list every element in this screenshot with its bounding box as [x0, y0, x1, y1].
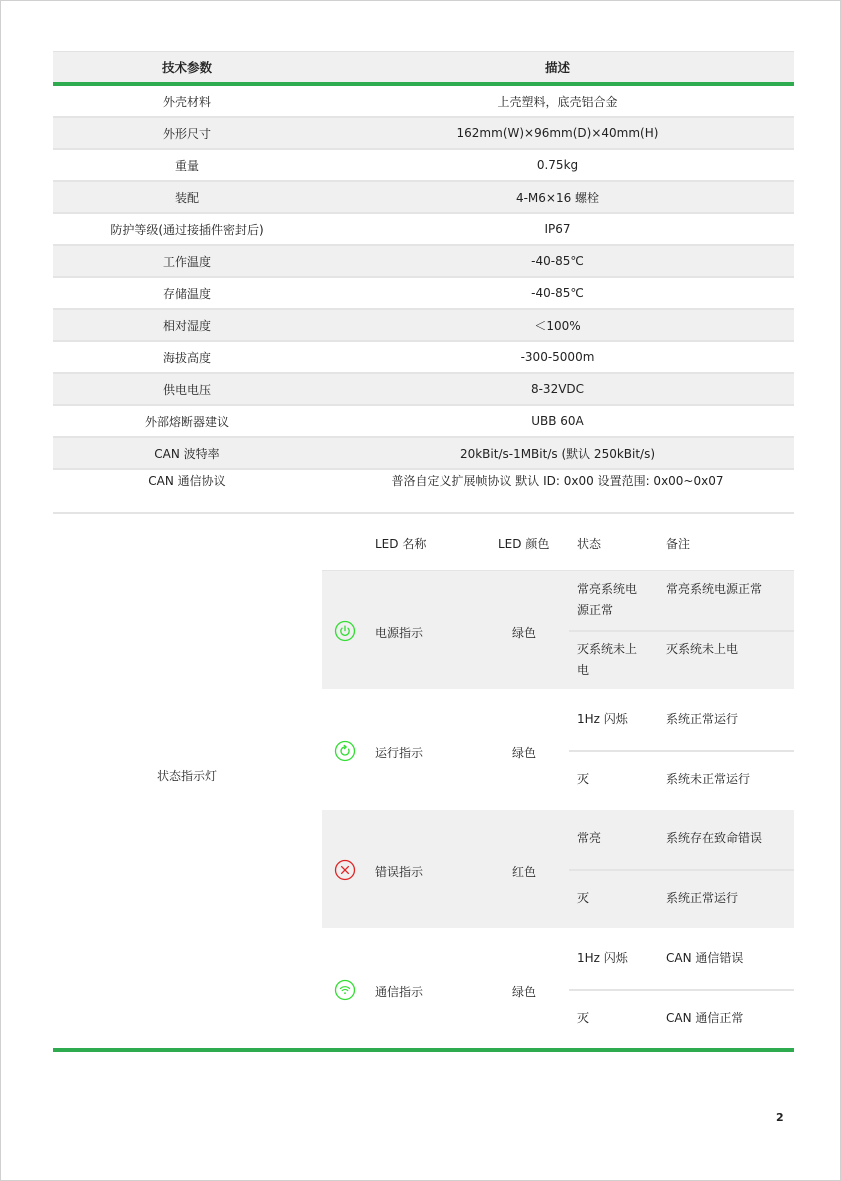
led-note: 系统存在致命错误: [666, 831, 763, 845]
spec-param: 海拔高度: [162, 350, 211, 365]
spec-row: [53, 182, 794, 214]
led-color: 绿色: [512, 746, 537, 760]
spec-param: 存储温度: [162, 286, 211, 301]
led-note: 灭系统未上电: [666, 642, 739, 656]
spec-desc: UBB 60A: [531, 414, 584, 428]
power-icon: [334, 620, 356, 642]
header-note: 备注: [666, 537, 691, 551]
led-state-row: [569, 870, 794, 929]
led-group: [322, 930, 794, 1048]
wifi-icon: [334, 979, 356, 1001]
header-state: 状态: [577, 537, 602, 551]
header-param: 技术参数: [161, 60, 212, 75]
spec-desc: 普洛自定义扩展帧协议 默认 ID: 0x00 设置范围: 0x00~0x07: [391, 474, 724, 488]
bottom-divider: [53, 1048, 794, 1052]
spec-param: 相对湿度: [162, 318, 211, 333]
spec-param: 外壳材料: [162, 94, 211, 109]
led-table-header: [322, 512, 794, 572]
spec-param: 工作温度: [162, 254, 211, 269]
spec-row: [53, 246, 794, 278]
spec-param: 外形尺寸: [162, 126, 211, 141]
spec-row: [53, 310, 794, 342]
led-state: 1Hz 闪烁: [577, 712, 628, 726]
spec-row: [53, 374, 794, 406]
spec-row: [53, 278, 794, 310]
spec-row: [53, 438, 794, 470]
led-state: 常亮系统电源正常: [577, 582, 638, 617]
led-state-row: [569, 930, 794, 991]
spec-row: [53, 406, 794, 438]
spec-row: [53, 342, 794, 374]
spec-param: 防护等级(通过接插件密封后): [110, 222, 264, 237]
led-state-row: [569, 691, 794, 752]
spec-row: [53, 150, 794, 182]
led-color: 红色: [512, 865, 537, 879]
spec-desc: ＜100%: [534, 318, 581, 333]
led-state: 灭: [577, 891, 590, 905]
spec-row: [53, 214, 794, 246]
spec-row: [53, 86, 794, 118]
spec-param: CAN 通信协议: [148, 474, 226, 488]
spec-param: CAN 波特率: [154, 446, 220, 461]
spec-desc: 8-32VDC: [530, 382, 585, 396]
led-state-row: [569, 571, 794, 632]
led-note: 常亮系统电源正常: [666, 582, 763, 596]
led-status-table: [53, 512, 794, 1048]
led-name: 电源指示: [375, 626, 424, 640]
led-state: 常亮: [577, 831, 602, 845]
spec-desc: IP67: [544, 222, 571, 236]
led-color: 绿色: [512, 985, 537, 999]
spec-table-header: [53, 51, 794, 82]
spec-desc: -40-85℃: [531, 254, 584, 268]
spec-row: [53, 118, 794, 150]
spec-param: 外部熔断器建议: [144, 414, 229, 429]
spec-desc: -40-85℃: [531, 286, 584, 300]
led-color: 绿色: [512, 626, 537, 640]
spec-desc: 上壳塑料，底壳铝合金: [497, 94, 618, 109]
led-state-row: [569, 990, 794, 1049]
spec-desc: 162mm(W)×96mm(D)×40mm(H): [456, 126, 659, 140]
led-group: [322, 571, 794, 689]
led-name: 通信指示: [375, 985, 424, 999]
header-led-name: LED 名称: [375, 537, 427, 551]
page-number: 2: [776, 1111, 784, 1124]
led-name: 运行指示: [375, 746, 424, 760]
led-state: 灭系统未上电: [577, 642, 638, 677]
spec-row: [53, 470, 794, 514]
led-note: CAN 通信正常: [666, 1011, 744, 1025]
spec-table: [53, 51, 794, 514]
led-state: 1Hz 闪烁: [577, 951, 628, 965]
refresh-icon: [334, 740, 356, 762]
led-state-row: [569, 810, 794, 871]
led-section-label: 状态指示灯: [156, 769, 217, 783]
led-note: 系统未正常运行: [666, 772, 751, 786]
led-state: 灭: [577, 1011, 590, 1025]
led-note: CAN 通信错误: [666, 951, 744, 965]
led-state: 灭: [577, 772, 590, 786]
led-name: 错误指示: [375, 865, 424, 879]
led-note: 系统正常运行: [666, 891, 739, 905]
spec-param: 装配: [174, 190, 199, 205]
spec-desc: 4-M6×16 螺栓: [515, 190, 600, 205]
header-desc: 描述: [544, 60, 570, 75]
spec-desc: -300-5000m: [520, 350, 595, 364]
error-icon: [334, 859, 356, 881]
led-state-row: [569, 631, 794, 690]
spec-desc: 20kBit/s-1MBit/s (默认 250kBit/s): [459, 446, 656, 461]
led-group: [322, 691, 794, 809]
spec-param: 供电电压: [162, 382, 211, 397]
spec-desc: 0.75kg: [536, 158, 579, 172]
header-led-color: LED 颜色: [498, 537, 550, 551]
led-state-row: [569, 751, 794, 810]
spec-param: 重量: [174, 158, 199, 173]
led-group: [322, 810, 794, 928]
led-note: 系统正常运行: [666, 712, 739, 726]
